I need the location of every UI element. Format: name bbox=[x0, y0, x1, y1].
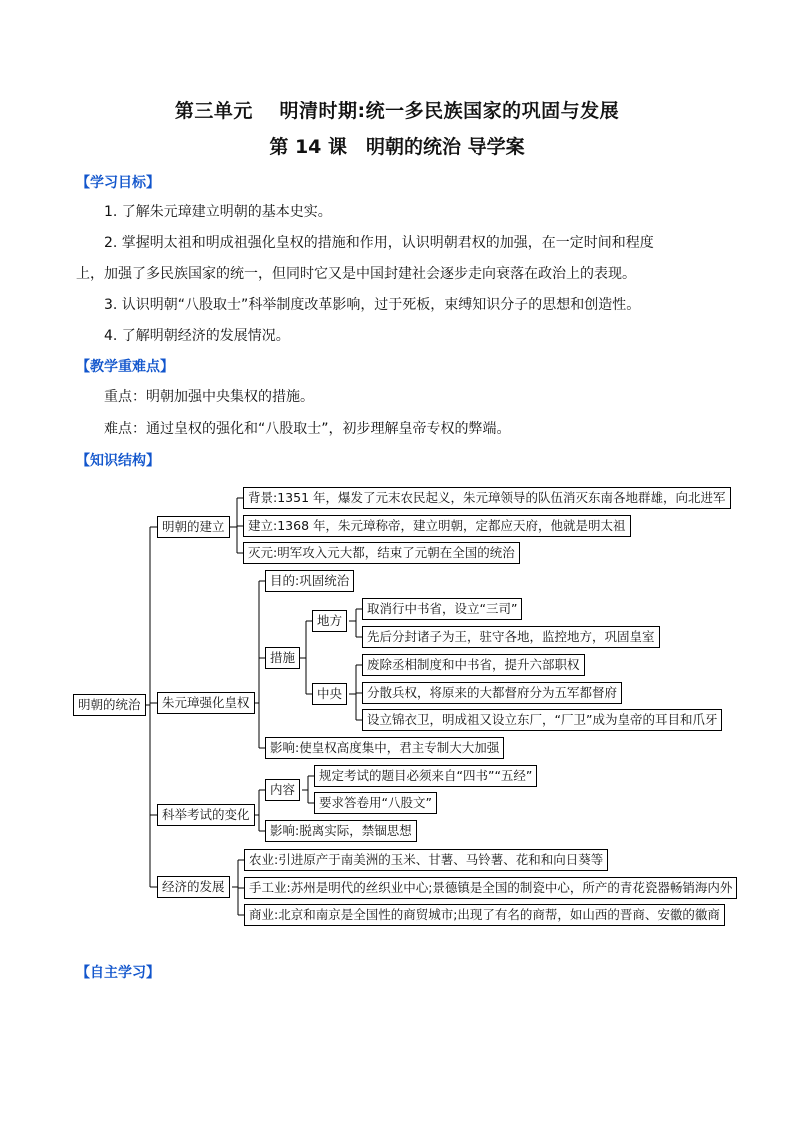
node-power: 朱元璋强化皇权 bbox=[157, 692, 255, 714]
node-founding-background: 背景:1351 年，爆发了元末农民起义，朱元璋领导的队伍消灭东南各地群雄，向北进军 bbox=[243, 487, 731, 509]
node-content: 内容 bbox=[265, 779, 300, 801]
node-economy: 经济的发展 bbox=[157, 876, 230, 898]
node-central-2: 分散兵权，将原来的大都督府分为五军都督府 bbox=[362, 682, 622, 704]
key-point: 重点：明朝加强中央集权的措施。 bbox=[104, 389, 314, 405]
node-local-2: 先后分封诸子为王，驻守各地，监控地方，巩固皇室 bbox=[362, 626, 660, 648]
node-content-2: 要求答卷用“八股文” bbox=[314, 792, 437, 814]
goal-2: 2. 掌握明太祖和明成祖强化皇权的措施和作用，认识明朝君权的加强，在一定时间和程度 bbox=[104, 235, 654, 251]
node-power-purpose: 目的:巩固统治 bbox=[265, 570, 354, 592]
node-root: 明朝的统治 bbox=[73, 694, 146, 716]
node-central-1: 废除丞相制度和中书省，提升六部职权 bbox=[362, 654, 585, 676]
self-study-heading: 【自主学习】 bbox=[76, 965, 160, 981]
node-local: 地方 bbox=[312, 610, 347, 632]
node-local-1: 取消行中书省，设立“三司” bbox=[362, 598, 522, 620]
difficult-point: 难点：通过皇权的强化和“八股取士”，初步理解皇帝专权的弊端。 bbox=[104, 421, 511, 437]
goal-3: 3. 认识明朝“八股取士”科举制度改革影响，过于死板，束缚知识分子的思想和创造性。 bbox=[104, 297, 641, 313]
node-content-1: 规定考试的题目必须来自“四书”“五经” bbox=[314, 765, 537, 787]
goal-2-cont: 上，加强了多民族国家的统一，但同时它又是中国封建社会逐步走向衰落在政治上的表现。 bbox=[76, 266, 636, 282]
goal-1: 1. 了解朱元璋建立明朝的基本史实。 bbox=[104, 204, 332, 220]
node-agriculture: 农业:引进原产于南美洲的玉米、甘薯、马铃薯、花和和向日葵等 bbox=[244, 849, 608, 871]
node-founding-establish: 建立:1368 年，朱元璋称帝，建立明朝，定都应天府，他就是明太祖 bbox=[243, 515, 631, 537]
node-founding-fall: 灭元:明军攻入元大都，结束了元朝在全国的统治 bbox=[243, 542, 520, 564]
node-exam-effect: 影响:脱离实际，禁锢思想 bbox=[265, 820, 417, 842]
keypoints-heading: 【教学重难点】 bbox=[76, 359, 174, 375]
node-measures: 措施 bbox=[265, 647, 300, 669]
node-handicraft: 手工业:苏州是明代的丝织业中心;景德镇是全国的制瓷中心，所产的青花瓷器畅销海内外 bbox=[244, 877, 737, 899]
node-commerce: 商业:北京和南京是全国性的商贸城市;出现了有名的商帮，如山西的晋商、安徽的徽商 bbox=[244, 904, 725, 926]
node-central: 中央 bbox=[312, 683, 347, 705]
unit-title: 第三单元 明清时期:统一多民族国家的巩固与发展 bbox=[174, 100, 620, 122]
node-central-3: 设立锦衣卫，明成祖又设立东厂，“厂卫”成为皇帝的耳目和爪牙 bbox=[362, 709, 722, 731]
goal-4: 4. 了解明朝经济的发展情况。 bbox=[104, 328, 290, 344]
node-founding: 明朝的建立 bbox=[157, 516, 230, 538]
goals-heading: 【学习目标】 bbox=[76, 175, 160, 191]
lesson-title: 第 14 课 明朝的统治 导学案 bbox=[269, 136, 525, 158]
node-exam: 科举考试的变化 bbox=[157, 804, 255, 826]
node-power-effect: 影响:使皇权高度集中，君主专制大大加强 bbox=[265, 737, 504, 759]
structure-heading: 【知识结构】 bbox=[76, 453, 160, 469]
